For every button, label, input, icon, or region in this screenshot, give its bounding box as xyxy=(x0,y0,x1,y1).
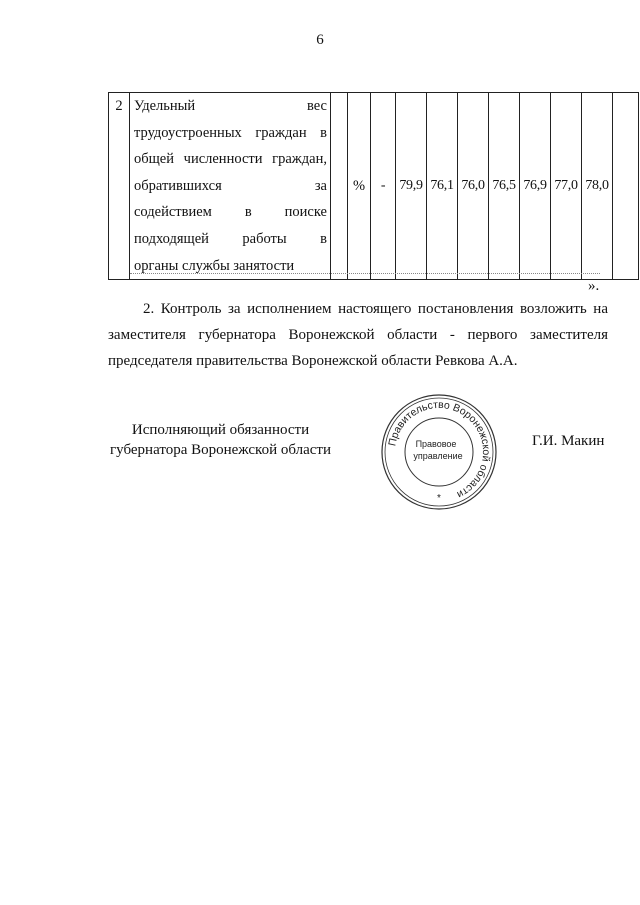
signatory-name: Г.И. Макин xyxy=(532,433,605,449)
indicator-table xyxy=(108,92,639,280)
value-cell: 76,5 xyxy=(489,93,520,280)
indicator-name-line: обратившихся за xyxy=(134,177,327,194)
row-number-cell: 2 xyxy=(109,93,130,280)
indicator-name-line: органы службы занятости xyxy=(134,257,295,274)
seal-ring-text xyxy=(386,399,492,501)
empty-cell xyxy=(331,93,348,280)
indicator-name-line: общей численности граждан, xyxy=(134,151,327,168)
value-cell: 76,9 xyxy=(520,93,551,280)
signatory-position-line: Исполняющий обязанности xyxy=(131,422,310,438)
page-number: 6 xyxy=(316,32,324,48)
paragraph-text: 2. Контроль за исполнением настоящего постановления возложить на заместителя губернатора Воронежской области - первого заместителя председателя правительства Воронежской области Ревкова А.А. xyxy=(108,301,608,369)
indicator-name-line: трудоустроенных граждан в xyxy=(134,124,327,141)
value-cell: 77,0 xyxy=(551,93,582,280)
value-cell: - xyxy=(371,93,396,280)
unit-cell: % xyxy=(348,93,371,280)
signatory-position xyxy=(110,420,331,460)
closing-quote: ». xyxy=(588,278,600,294)
control-paragraph xyxy=(108,296,608,374)
value-cell: 79,9 xyxy=(396,93,427,280)
indicator-name-line: Удельный вес xyxy=(134,98,327,114)
seal-star-icon: * xyxy=(437,493,441,504)
value-cell: 76,0 xyxy=(458,93,489,280)
value-cell: 76,1 xyxy=(427,93,458,280)
signatory-position-line: губернатора Воронежской области xyxy=(110,442,331,458)
seal-center-line: управление xyxy=(413,451,463,461)
indicator-name-cell xyxy=(130,93,331,280)
empty-cell xyxy=(613,93,639,280)
table-row xyxy=(109,93,639,280)
value-cell: 78,0 xyxy=(582,93,613,280)
official-seal-stamp xyxy=(380,393,498,511)
indicator-name-line: содействием в поиске xyxy=(134,204,327,221)
seal-center-line: Правовое xyxy=(415,439,457,449)
dotted-rule xyxy=(130,273,600,274)
seal-ring-textpath: Правительство Воронежской области xyxy=(386,398,493,501)
indicator-name-line: подходящей работы в xyxy=(134,230,327,247)
